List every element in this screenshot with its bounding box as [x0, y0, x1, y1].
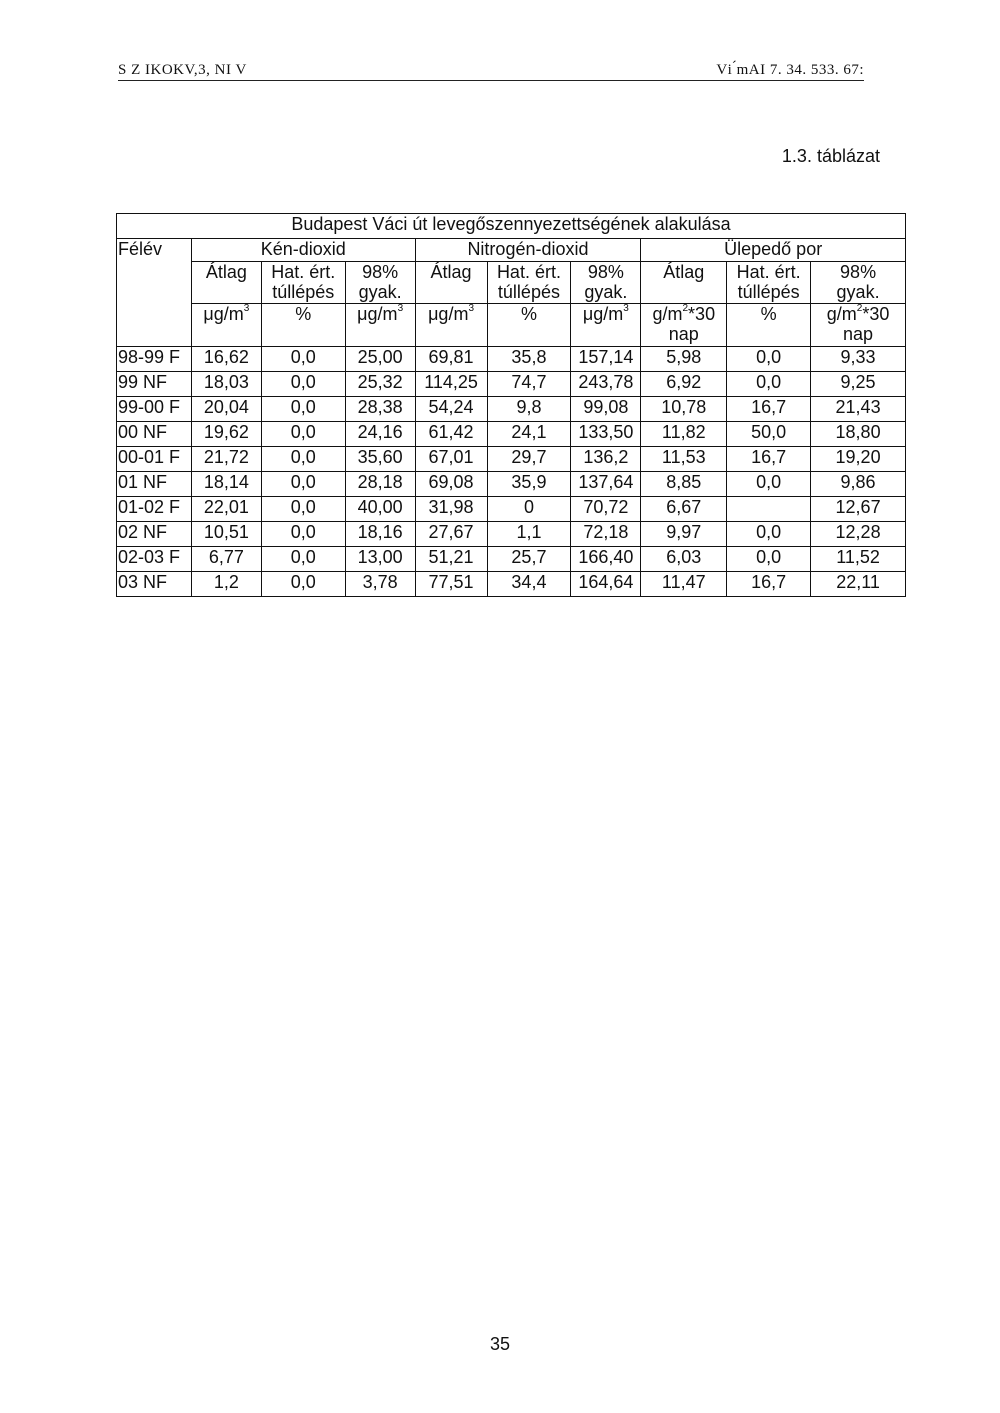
table-row [117, 396, 906, 421]
p98-line2: gyak. [358, 281, 402, 302]
value-cell: 21,43 [811, 396, 906, 421]
value-cell: 40,00 [345, 496, 415, 521]
value-cell: 6,67 [641, 496, 727, 521]
unit-text: μg/m [203, 304, 244, 325]
value-cell: 3,78 [345, 571, 415, 596]
unit-text: g/m [652, 304, 683, 325]
value-cell: 0,0 [727, 471, 811, 496]
value-cell: 9,86 [811, 471, 906, 496]
table-row [117, 571, 906, 596]
unit-cell [641, 304, 727, 347]
unit-cell: % [487, 304, 571, 347]
value-cell: 0,0 [261, 446, 345, 471]
value-cell: 136,2 [571, 446, 641, 471]
value-cell: 12,67 [811, 496, 906, 521]
value-cell: 13,00 [345, 546, 415, 571]
value-cell: 0 [487, 496, 571, 521]
unit-text: *30 [688, 304, 716, 325]
unit-text: nap [843, 324, 874, 345]
value-cell: 157,14 [571, 346, 641, 371]
period-cell: 01 NF [117, 471, 192, 496]
period-cell: 99 NF [117, 371, 192, 396]
period-cell: 01-02 F [117, 496, 192, 521]
value-cell: 24,1 [487, 421, 571, 446]
no2-exc-header [487, 261, 571, 304]
unit-cell [345, 304, 415, 347]
value-cell: 35,9 [487, 471, 571, 496]
unit-sup: 3 [623, 303, 629, 315]
value-cell: 74,7 [487, 371, 571, 396]
value-cell: 22,01 [191, 496, 261, 521]
value-cell: 1,1 [487, 521, 571, 546]
period-cell: 00 NF [117, 421, 192, 446]
value-cell: 16,7 [727, 396, 811, 421]
unit-cell: % [727, 304, 811, 347]
value-cell: 31,98 [415, 496, 487, 521]
value-cell: 0,0 [727, 346, 811, 371]
table-body [117, 346, 906, 596]
value-cell: 10,51 [191, 521, 261, 546]
table-row [117, 446, 906, 471]
value-cell: 6,77 [191, 546, 261, 571]
value-cell: 16,7 [727, 446, 811, 471]
value-cell: 35,8 [487, 346, 571, 371]
value-cell: 18,80 [811, 421, 906, 446]
value-cell: 6,03 [641, 546, 727, 571]
period-cell: 02 NF [117, 521, 192, 546]
value-cell: 9,25 [811, 371, 906, 396]
dust-98-header [811, 261, 906, 304]
table-row [117, 521, 906, 546]
unit-text: μg/m [582, 304, 624, 325]
period-cell: 00-01 F [117, 446, 192, 471]
unit-text: *30 [862, 304, 890, 325]
value-cell: 67,01 [415, 446, 487, 471]
unit-text: g/m [826, 304, 857, 325]
value-cell: 18,14 [191, 471, 261, 496]
so2-exc-header [261, 261, 345, 304]
value-cell: 0,0 [727, 371, 811, 396]
so2-98-header [345, 261, 415, 304]
unit-sup: 2 [682, 303, 689, 315]
hat-line1: Hat. ért. [496, 261, 561, 282]
value-cell: 11,52 [811, 546, 906, 571]
period-cell: 99-00 F [117, 396, 192, 421]
unit-text: μg/m [428, 304, 469, 325]
group-header-row [117, 239, 906, 262]
value-cell: 77,51 [415, 571, 487, 596]
unit-sup: 3 [243, 303, 250, 315]
value-cell: 0,0 [261, 471, 345, 496]
value-cell: 0,0 [261, 521, 345, 546]
value-cell: 27,67 [415, 521, 487, 546]
table-caption: 1.3. táblázat [781, 146, 880, 166]
value-cell: 0,0 [261, 346, 345, 371]
value-cell: 50,0 [727, 421, 811, 446]
value-cell: 28,18 [345, 471, 415, 496]
value-cell: 114,25 [415, 371, 487, 396]
value-cell: 18,03 [191, 371, 261, 396]
dust-avg-header: Átlag [641, 261, 727, 304]
value-cell: 20,04 [191, 396, 261, 421]
unit-cell: % [261, 304, 345, 347]
unit-text: nap [668, 324, 699, 345]
value-cell: 0,0 [261, 496, 345, 521]
value-cell: 0,0 [261, 396, 345, 421]
table-row [117, 371, 906, 396]
value-cell: 0,0 [727, 521, 811, 546]
value-cell: 16,7 [727, 571, 811, 596]
value-cell: 11,53 [641, 446, 727, 471]
value-cell: 51,21 [415, 546, 487, 571]
table-row [117, 421, 906, 446]
period-cell: 03 NF [117, 571, 192, 596]
value-cell: 29,7 [487, 446, 571, 471]
p98-line2: gyak. [836, 281, 880, 302]
so2-avg-header: Átlag [191, 261, 261, 304]
value-cell: 22,11 [811, 571, 906, 596]
no2-avg-header: Átlag [415, 261, 487, 304]
hat-line1: Hat. ért. [736, 261, 801, 282]
value-cell: 12,28 [811, 521, 906, 546]
value-cell: 34,4 [487, 571, 571, 596]
value-cell: 0,0 [261, 546, 345, 571]
table-row [117, 346, 906, 371]
value-cell: 11,47 [641, 571, 727, 596]
unit-cell [415, 304, 487, 347]
unit-sup: 3 [397, 303, 404, 315]
value-cell: 54,24 [415, 396, 487, 421]
value-cell: 18,16 [345, 521, 415, 546]
hat-line1: Hat. ért. [271, 261, 336, 282]
value-cell: 35,60 [345, 446, 415, 471]
value-cell: 0,0 [261, 371, 345, 396]
unit-cell [191, 304, 261, 347]
value-cell: 72,18 [571, 521, 641, 546]
value-cell: 19,62 [191, 421, 261, 446]
value-cell: 0,0 [727, 546, 811, 571]
hat-line2: túllépés [737, 281, 800, 302]
felev-header: Félév [117, 239, 192, 347]
sub-header-row [117, 261, 906, 304]
value-cell: 69,08 [415, 471, 487, 496]
running-header [118, 62, 864, 81]
value-cell: 16,62 [191, 346, 261, 371]
value-cell: 9,33 [811, 346, 906, 371]
value-cell: 8,85 [641, 471, 727, 496]
period-cell: 02-03 F [117, 546, 192, 571]
value-cell: 9,8 [487, 396, 571, 421]
hat-line2: túllépés [272, 281, 335, 302]
p98-line1: 98% [587, 261, 624, 282]
value-cell: 1,2 [191, 571, 261, 596]
dust-exc-header [727, 261, 811, 304]
value-cell: 0,0 [261, 571, 345, 596]
table-row [117, 546, 906, 571]
unit-text: μg/m [357, 304, 398, 325]
table-title-row [117, 214, 906, 239]
period-cell: 98-99 F [117, 346, 192, 371]
value-cell: 19,20 [811, 446, 906, 471]
value-cell: 5,98 [641, 346, 727, 371]
value-cell: 25,00 [345, 346, 415, 371]
value-cell: 25,7 [487, 546, 571, 571]
unit-sup: 2 [856, 303, 863, 315]
value-cell: 164,64 [571, 571, 641, 596]
table-row [117, 471, 906, 496]
value-cell: 24,16 [345, 421, 415, 446]
unit-cell [571, 304, 641, 347]
no2-98-header [571, 261, 641, 304]
value-cell: 243,78 [571, 371, 641, 396]
p98-line2: gyak. [584, 281, 628, 302]
group-so2: Kén-dioxid [191, 239, 415, 262]
value-cell: 166,40 [571, 546, 641, 571]
value-cell: 10,78 [641, 396, 727, 421]
value-cell [727, 496, 811, 521]
value-cell: 70,72 [571, 496, 641, 521]
value-cell: 133,50 [571, 421, 641, 446]
value-cell: 9,97 [641, 521, 727, 546]
unit-sup: 3 [468, 303, 475, 315]
value-cell: 6,92 [641, 371, 727, 396]
value-cell: 0,0 [261, 421, 345, 446]
group-no2: Nitrogén-dioxid [415, 239, 641, 262]
unit-cell [811, 304, 906, 347]
p98-line1: 98% [840, 261, 877, 282]
group-dust: Ülepedő por [641, 239, 906, 262]
page-number: 35 [489, 1334, 511, 1354]
table-row [117, 496, 906, 521]
value-cell: 137,64 [571, 471, 641, 496]
hat-line2: túllépés [497, 281, 560, 302]
value-cell: 21,72 [191, 446, 261, 471]
table-title: Budapest Váci út levegőszennyezettségének alakulása [117, 214, 906, 239]
value-cell: 11,82 [641, 421, 727, 446]
value-cell: 99,08 [571, 396, 641, 421]
value-cell: 69,81 [415, 346, 487, 371]
value-cell: 61,42 [415, 421, 487, 446]
header-right-text: Vі ́mАI 7. 34. 533. 67: [716, 62, 864, 78]
unit-row [117, 304, 906, 347]
value-cell: 28,38 [345, 396, 415, 421]
value-cell: 25,32 [345, 371, 415, 396]
header-left-text: S Z IKOKV,3, NI V [118, 62, 247, 78]
p98-line1: 98% [362, 261, 399, 282]
pollution-table [116, 213, 906, 597]
